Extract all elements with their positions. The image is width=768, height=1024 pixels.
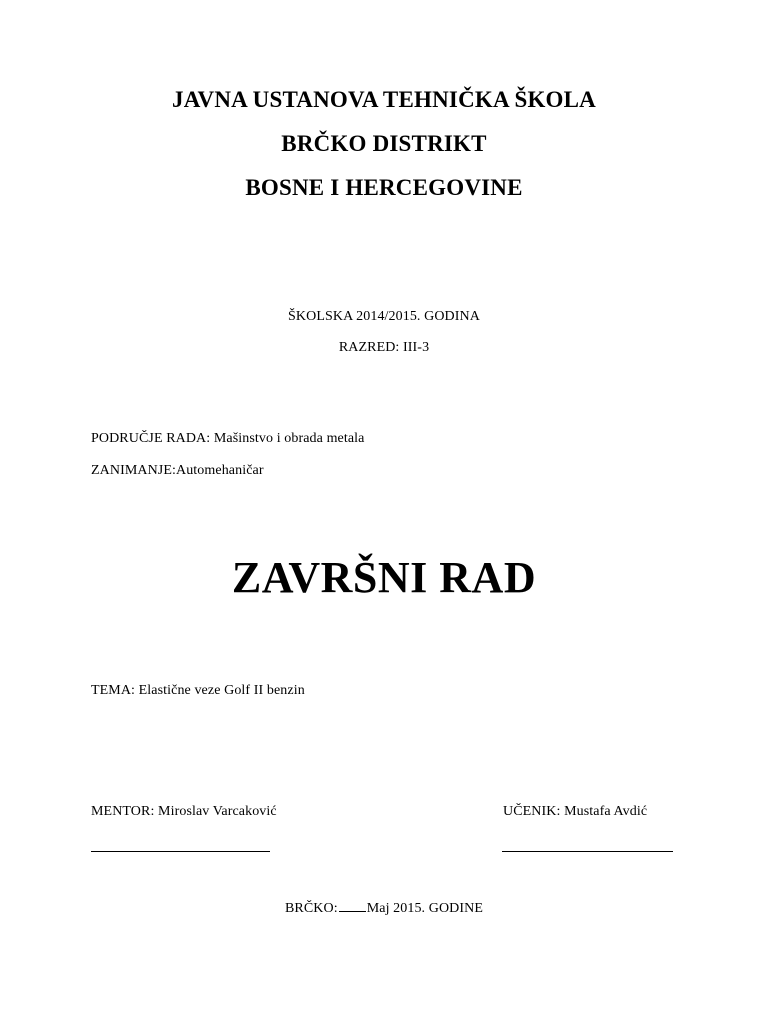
mentor-label: MENTOR: Miroslav Varcaković <box>91 804 277 819</box>
school-name-line3: BOSNE I HERCEGOVINE <box>245 175 523 200</box>
school-name-line2: BRČKO DISTRIKT <box>281 131 487 156</box>
school-year: ŠKOLSKA 2014/2015. GODINA <box>288 309 480 324</box>
student-label: UČENIK: Mustafa Avdić <box>503 804 648 819</box>
school-name-line1: JAVNA USTANOVA TEHNIČKA ŠKOLA <box>172 87 596 112</box>
class-label: RAZRED: III-3 <box>338 340 430 355</box>
footer-date: Maj 2015. GODINE <box>366 901 484 916</box>
mentor-signature-line <box>91 851 270 852</box>
topic: TEMA: Elastične veze Golf II benzin <box>91 683 305 698</box>
document-title: ZAVRŠNI RAD <box>231 553 537 602</box>
footer-line <box>0 899 768 917</box>
footer-place: BRČKO: <box>284 901 338 916</box>
occupation: ZANIMANJE:Automehaničar <box>91 463 264 478</box>
student-signature-line <box>502 851 673 852</box>
field-of-work: PODRUČJE RADA: Mašinstvo i obrada metala <box>91 431 365 446</box>
footer-blank-line <box>339 899 366 912</box>
